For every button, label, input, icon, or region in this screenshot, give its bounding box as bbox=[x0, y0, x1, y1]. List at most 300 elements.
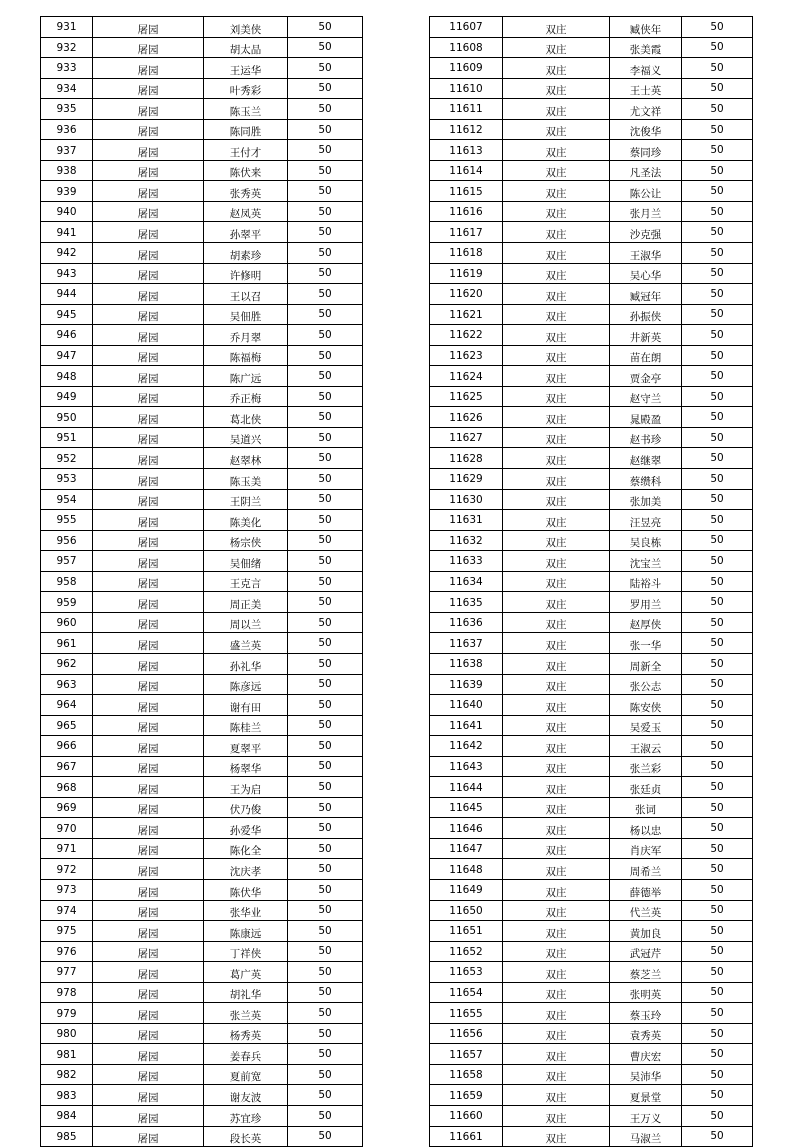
person-name: 马淑兰 bbox=[610, 1126, 682, 1147]
person-name: 张美霞 bbox=[610, 37, 682, 58]
row-number: 11654 bbox=[430, 982, 503, 1003]
amount: 50 bbox=[288, 243, 363, 264]
amount: 50 bbox=[682, 37, 753, 58]
amount: 50 bbox=[682, 489, 753, 510]
table-row bbox=[430, 284, 753, 305]
table-row bbox=[41, 1105, 363, 1126]
person-name: 陈公让 bbox=[610, 181, 682, 202]
row-number: 983 bbox=[41, 1085, 93, 1106]
village-name: 屠园 bbox=[93, 571, 204, 592]
village-name: 屠园 bbox=[93, 612, 204, 633]
table-row bbox=[430, 386, 753, 407]
table-row bbox=[41, 222, 363, 243]
village-name: 双庄 bbox=[503, 37, 610, 58]
village-name: 双庄 bbox=[503, 201, 610, 222]
table-row bbox=[430, 612, 753, 633]
amount: 50 bbox=[682, 962, 753, 983]
table-row bbox=[430, 797, 753, 818]
table-row bbox=[41, 119, 363, 140]
row-number: 11655 bbox=[430, 1003, 503, 1024]
village-name: 屠园 bbox=[93, 962, 204, 983]
table-row bbox=[41, 879, 363, 900]
village-name: 屠园 bbox=[93, 181, 204, 202]
person-name: 赵翠林 bbox=[204, 448, 288, 469]
table-row bbox=[430, 736, 753, 757]
amount: 50 bbox=[682, 119, 753, 140]
row-number: 11648 bbox=[430, 859, 503, 880]
village-name: 双庄 bbox=[503, 756, 610, 777]
person-name: 姜春兵 bbox=[204, 1044, 288, 1065]
village-name: 双庄 bbox=[503, 1105, 610, 1126]
row-number: 11616 bbox=[430, 201, 503, 222]
table-row bbox=[430, 160, 753, 181]
person-name: 袁秀英 bbox=[610, 1023, 682, 1044]
amount: 50 bbox=[682, 386, 753, 407]
village-name: 双庄 bbox=[503, 551, 610, 572]
village-name: 屠园 bbox=[93, 345, 204, 366]
village-name: 屠园 bbox=[93, 982, 204, 1003]
table-row bbox=[41, 489, 363, 510]
village-name: 双庄 bbox=[503, 99, 610, 120]
person-name: 胡太品 bbox=[204, 37, 288, 58]
table-row bbox=[41, 530, 363, 551]
amount: 50 bbox=[682, 1064, 753, 1085]
person-name: 王克言 bbox=[204, 571, 288, 592]
row-number: 937 bbox=[41, 140, 93, 161]
table-row bbox=[430, 941, 753, 962]
person-name: 葛北侠 bbox=[204, 407, 288, 428]
amount: 50 bbox=[288, 263, 363, 284]
table-row bbox=[430, 530, 753, 551]
person-name: 陈化全 bbox=[204, 838, 288, 859]
person-name: 赵厚侠 bbox=[610, 612, 682, 633]
person-name: 曹庆宏 bbox=[610, 1044, 682, 1065]
person-name: 凡圣法 bbox=[610, 160, 682, 181]
amount: 50 bbox=[682, 900, 753, 921]
table-row bbox=[430, 119, 753, 140]
amount: 50 bbox=[288, 879, 363, 900]
person-name: 王付才 bbox=[204, 140, 288, 161]
village-name: 屠园 bbox=[93, 325, 204, 346]
village-name: 屠园 bbox=[93, 243, 204, 264]
village-name: 屠园 bbox=[93, 1044, 204, 1065]
row-number: 11629 bbox=[430, 469, 503, 490]
village-name: 屠园 bbox=[93, 263, 204, 284]
table-row bbox=[430, 818, 753, 839]
person-name: 黄加良 bbox=[610, 921, 682, 942]
village-name: 屠园 bbox=[93, 284, 204, 305]
village-name: 双庄 bbox=[503, 263, 610, 284]
row-number: 935 bbox=[41, 99, 93, 120]
person-name: 孙振侠 bbox=[610, 304, 682, 325]
person-name: 陈福梅 bbox=[204, 345, 288, 366]
village-name: 双庄 bbox=[503, 448, 610, 469]
row-number: 952 bbox=[41, 448, 93, 469]
village-name: 屠园 bbox=[93, 448, 204, 469]
table-row bbox=[430, 489, 753, 510]
amount: 50 bbox=[682, 448, 753, 469]
person-name: 张公志 bbox=[610, 674, 682, 695]
row-number: 976 bbox=[41, 941, 93, 962]
row-number: 973 bbox=[41, 879, 93, 900]
amount: 50 bbox=[682, 777, 753, 798]
amount: 50 bbox=[682, 1003, 753, 1024]
person-name: 周新全 bbox=[610, 653, 682, 674]
person-name: 李福义 bbox=[610, 58, 682, 79]
table-row bbox=[430, 366, 753, 387]
amount: 50 bbox=[682, 99, 753, 120]
table-row bbox=[430, 99, 753, 120]
left-roster-table bbox=[40, 16, 363, 1147]
table-row bbox=[430, 1044, 753, 1065]
row-number: 984 bbox=[41, 1105, 93, 1126]
table-row bbox=[41, 1003, 363, 1024]
person-name: 王阴兰 bbox=[204, 489, 288, 510]
table-row bbox=[41, 366, 363, 387]
row-number: 11643 bbox=[430, 756, 503, 777]
row-number: 11636 bbox=[430, 612, 503, 633]
amount: 50 bbox=[288, 160, 363, 181]
amount: 50 bbox=[288, 530, 363, 551]
person-name: 胡礼华 bbox=[204, 982, 288, 1003]
person-name: 臧侠年 bbox=[610, 17, 682, 38]
table-row bbox=[430, 982, 753, 1003]
table-row bbox=[41, 17, 363, 38]
table-row bbox=[41, 921, 363, 942]
amount: 50 bbox=[682, 982, 753, 1003]
table-row bbox=[41, 1023, 363, 1044]
amount: 50 bbox=[288, 119, 363, 140]
amount: 50 bbox=[682, 653, 753, 674]
row-number: 11660 bbox=[430, 1105, 503, 1126]
amount: 50 bbox=[288, 695, 363, 716]
row-number: 11641 bbox=[430, 715, 503, 736]
amount: 50 bbox=[288, 325, 363, 346]
amount: 50 bbox=[288, 366, 363, 387]
village-name: 双庄 bbox=[503, 160, 610, 181]
amount: 50 bbox=[682, 78, 753, 99]
village-name: 双庄 bbox=[503, 982, 610, 1003]
table-row bbox=[430, 243, 753, 264]
village-name: 屠园 bbox=[93, 386, 204, 407]
amount: 50 bbox=[682, 469, 753, 490]
amount: 50 bbox=[682, 160, 753, 181]
person-name: 陈玉美 bbox=[204, 469, 288, 490]
table-row bbox=[41, 736, 363, 757]
village-name: 屠园 bbox=[93, 1023, 204, 1044]
amount: 50 bbox=[682, 736, 753, 757]
row-number: 11607 bbox=[430, 17, 503, 38]
village-name: 双庄 bbox=[503, 838, 610, 859]
amount: 50 bbox=[682, 222, 753, 243]
row-number: 972 bbox=[41, 859, 93, 880]
table-row bbox=[430, 838, 753, 859]
person-name: 蔡缵科 bbox=[610, 469, 682, 490]
village-name: 双庄 bbox=[503, 1064, 610, 1085]
amount: 50 bbox=[288, 345, 363, 366]
table-row bbox=[41, 674, 363, 695]
row-number: 11626 bbox=[430, 407, 503, 428]
row-number: 11627 bbox=[430, 427, 503, 448]
row-number: 11609 bbox=[430, 58, 503, 79]
table-row bbox=[430, 900, 753, 921]
row-number: 956 bbox=[41, 530, 93, 551]
amount: 50 bbox=[682, 304, 753, 325]
row-number: 978 bbox=[41, 982, 93, 1003]
row-number: 11642 bbox=[430, 736, 503, 757]
table-row bbox=[41, 78, 363, 99]
amount: 50 bbox=[288, 99, 363, 120]
person-name: 沈庆孝 bbox=[204, 859, 288, 880]
amount: 50 bbox=[682, 427, 753, 448]
row-number: 11618 bbox=[430, 243, 503, 264]
table-row bbox=[41, 469, 363, 490]
village-name: 双庄 bbox=[503, 1126, 610, 1147]
person-name: 赵继翠 bbox=[610, 448, 682, 469]
village-name: 双庄 bbox=[503, 345, 610, 366]
row-number: 944 bbox=[41, 284, 93, 305]
person-name: 蔡玉玲 bbox=[610, 1003, 682, 1024]
village-name: 屠园 bbox=[93, 407, 204, 428]
amount: 50 bbox=[682, 530, 753, 551]
row-number: 11644 bbox=[430, 777, 503, 798]
person-name: 乔月翠 bbox=[204, 325, 288, 346]
row-number: 11652 bbox=[430, 941, 503, 962]
row-number: 953 bbox=[41, 469, 93, 490]
village-name: 双庄 bbox=[503, 181, 610, 202]
amount: 50 bbox=[682, 366, 753, 387]
right-roster-table bbox=[429, 16, 753, 1147]
person-name: 丁祥侠 bbox=[204, 941, 288, 962]
amount: 50 bbox=[682, 1105, 753, 1126]
person-name: 苏宜珍 bbox=[204, 1105, 288, 1126]
person-name: 沙克强 bbox=[610, 222, 682, 243]
table-row bbox=[41, 160, 363, 181]
amount: 50 bbox=[288, 736, 363, 757]
village-name: 屠园 bbox=[93, 304, 204, 325]
person-name: 谢有田 bbox=[204, 695, 288, 716]
person-name: 赵书珍 bbox=[610, 427, 682, 448]
amount: 50 bbox=[682, 243, 753, 264]
person-name: 谢友波 bbox=[204, 1085, 288, 1106]
row-number: 979 bbox=[41, 1003, 93, 1024]
person-name: 赵守兰 bbox=[610, 386, 682, 407]
row-number: 938 bbox=[41, 160, 93, 181]
amount: 50 bbox=[682, 510, 753, 531]
person-name: 陈安侠 bbox=[610, 695, 682, 716]
village-name: 屠园 bbox=[93, 1126, 204, 1147]
amount: 50 bbox=[288, 510, 363, 531]
row-number: 949 bbox=[41, 386, 93, 407]
amount: 50 bbox=[288, 1085, 363, 1106]
table-row bbox=[41, 962, 363, 983]
row-number: 11630 bbox=[430, 489, 503, 510]
person-name: 王为启 bbox=[204, 777, 288, 798]
village-name: 屠园 bbox=[93, 756, 204, 777]
row-number: 11613 bbox=[430, 140, 503, 161]
amount: 50 bbox=[288, 201, 363, 222]
amount: 50 bbox=[288, 181, 363, 202]
table-row bbox=[41, 756, 363, 777]
row-number: 933 bbox=[41, 58, 93, 79]
amount: 50 bbox=[682, 674, 753, 695]
row-number: 948 bbox=[41, 366, 93, 387]
person-name: 周正美 bbox=[204, 592, 288, 613]
row-number: 11628 bbox=[430, 448, 503, 469]
amount: 50 bbox=[682, 201, 753, 222]
village-name: 屠园 bbox=[93, 119, 204, 140]
village-name: 双庄 bbox=[503, 366, 610, 387]
village-name: 双庄 bbox=[503, 140, 610, 161]
person-name: 陈桂兰 bbox=[204, 715, 288, 736]
amount: 50 bbox=[288, 469, 363, 490]
village-name: 屠园 bbox=[93, 366, 204, 387]
table-row bbox=[41, 386, 363, 407]
row-number: 11639 bbox=[430, 674, 503, 695]
village-name: 双庄 bbox=[503, 222, 610, 243]
amount: 50 bbox=[288, 140, 363, 161]
row-number: 939 bbox=[41, 181, 93, 202]
row-number: 963 bbox=[41, 674, 93, 695]
person-name: 吴佃胜 bbox=[204, 304, 288, 325]
person-name: 杨宗侠 bbox=[204, 530, 288, 551]
person-name: 晁殿盈 bbox=[610, 407, 682, 428]
row-number: 950 bbox=[41, 407, 93, 428]
row-number: 946 bbox=[41, 325, 93, 346]
amount: 50 bbox=[288, 222, 363, 243]
table-row bbox=[41, 551, 363, 572]
village-name: 双庄 bbox=[503, 777, 610, 798]
table-row bbox=[41, 99, 363, 120]
person-name: 张一华 bbox=[610, 633, 682, 654]
row-number: 11647 bbox=[430, 838, 503, 859]
person-name: 陈彦远 bbox=[204, 674, 288, 695]
person-name: 周希兰 bbox=[610, 859, 682, 880]
village-name: 双庄 bbox=[503, 633, 610, 654]
village-name: 屠园 bbox=[93, 777, 204, 798]
amount: 50 bbox=[288, 489, 363, 510]
row-number: 985 bbox=[41, 1126, 93, 1147]
table-row bbox=[41, 941, 363, 962]
row-number: 957 bbox=[41, 551, 93, 572]
table-row bbox=[41, 181, 363, 202]
amount: 50 bbox=[288, 982, 363, 1003]
row-number: 11637 bbox=[430, 633, 503, 654]
person-name: 薛德举 bbox=[610, 879, 682, 900]
amount: 50 bbox=[682, 571, 753, 592]
person-name: 孙爱华 bbox=[204, 818, 288, 839]
village-name: 双庄 bbox=[503, 530, 610, 551]
person-name: 张词 bbox=[610, 797, 682, 818]
person-name: 张兰彩 bbox=[610, 756, 682, 777]
table-row bbox=[430, 921, 753, 942]
amount: 50 bbox=[682, 181, 753, 202]
table-row bbox=[41, 715, 363, 736]
table-row bbox=[430, 592, 753, 613]
amount: 50 bbox=[288, 633, 363, 654]
village-name: 屠园 bbox=[93, 78, 204, 99]
person-name: 张加美 bbox=[610, 489, 682, 510]
row-number: 958 bbox=[41, 571, 93, 592]
person-name: 张廷贞 bbox=[610, 777, 682, 798]
row-number: 11656 bbox=[430, 1023, 503, 1044]
village-name: 双庄 bbox=[503, 469, 610, 490]
table-row bbox=[430, 427, 753, 448]
amount: 50 bbox=[288, 818, 363, 839]
row-number: 11633 bbox=[430, 551, 503, 572]
person-name: 夏翠平 bbox=[204, 736, 288, 757]
amount: 50 bbox=[288, 1126, 363, 1147]
village-name: 双庄 bbox=[503, 58, 610, 79]
person-name: 肖庆军 bbox=[610, 838, 682, 859]
table-row bbox=[430, 571, 753, 592]
amount: 50 bbox=[682, 140, 753, 161]
table-row bbox=[430, 756, 753, 777]
table-row bbox=[41, 263, 363, 284]
amount: 50 bbox=[682, 1044, 753, 1065]
person-name: 周以兰 bbox=[204, 612, 288, 633]
person-name: 杨翠华 bbox=[204, 756, 288, 777]
village-name: 双庄 bbox=[503, 571, 610, 592]
table-row bbox=[41, 325, 363, 346]
table-row bbox=[430, 78, 753, 99]
amount: 50 bbox=[288, 797, 363, 818]
amount: 50 bbox=[682, 695, 753, 716]
row-number: 942 bbox=[41, 243, 93, 264]
row-number: 969 bbox=[41, 797, 93, 818]
table-row bbox=[430, 1023, 753, 1044]
village-name: 屠园 bbox=[93, 427, 204, 448]
village-name: 双庄 bbox=[503, 941, 610, 962]
amount: 50 bbox=[682, 859, 753, 880]
row-number: 975 bbox=[41, 921, 93, 942]
village-name: 双庄 bbox=[503, 386, 610, 407]
row-number: 945 bbox=[41, 304, 93, 325]
person-name: 蔡同珍 bbox=[610, 140, 682, 161]
table-row bbox=[41, 797, 363, 818]
row-number: 11653 bbox=[430, 962, 503, 983]
person-name: 叶秀彩 bbox=[204, 78, 288, 99]
amount: 50 bbox=[288, 551, 363, 572]
person-name: 王淑云 bbox=[610, 736, 682, 757]
table-row bbox=[430, 222, 753, 243]
row-number: 964 bbox=[41, 695, 93, 716]
table-row bbox=[41, 243, 363, 264]
table-row bbox=[430, 510, 753, 531]
table-row bbox=[430, 448, 753, 469]
person-name: 夏前宽 bbox=[204, 1064, 288, 1085]
amount: 50 bbox=[682, 325, 753, 346]
amount: 50 bbox=[682, 1085, 753, 1106]
person-name: 王淑华 bbox=[610, 243, 682, 264]
row-number: 961 bbox=[41, 633, 93, 654]
village-name: 屠园 bbox=[93, 17, 204, 38]
table-row bbox=[41, 427, 363, 448]
village-name: 双庄 bbox=[503, 325, 610, 346]
table-row bbox=[41, 140, 363, 161]
row-number: 11622 bbox=[430, 325, 503, 346]
table-row bbox=[430, 1126, 753, 1147]
table-row bbox=[41, 1064, 363, 1085]
amount: 50 bbox=[288, 859, 363, 880]
amount: 50 bbox=[682, 58, 753, 79]
person-name: 王士英 bbox=[610, 78, 682, 99]
table-row bbox=[430, 1003, 753, 1024]
amount: 50 bbox=[682, 407, 753, 428]
row-number: 954 bbox=[41, 489, 93, 510]
amount: 50 bbox=[682, 921, 753, 942]
table-row bbox=[41, 1044, 363, 1065]
